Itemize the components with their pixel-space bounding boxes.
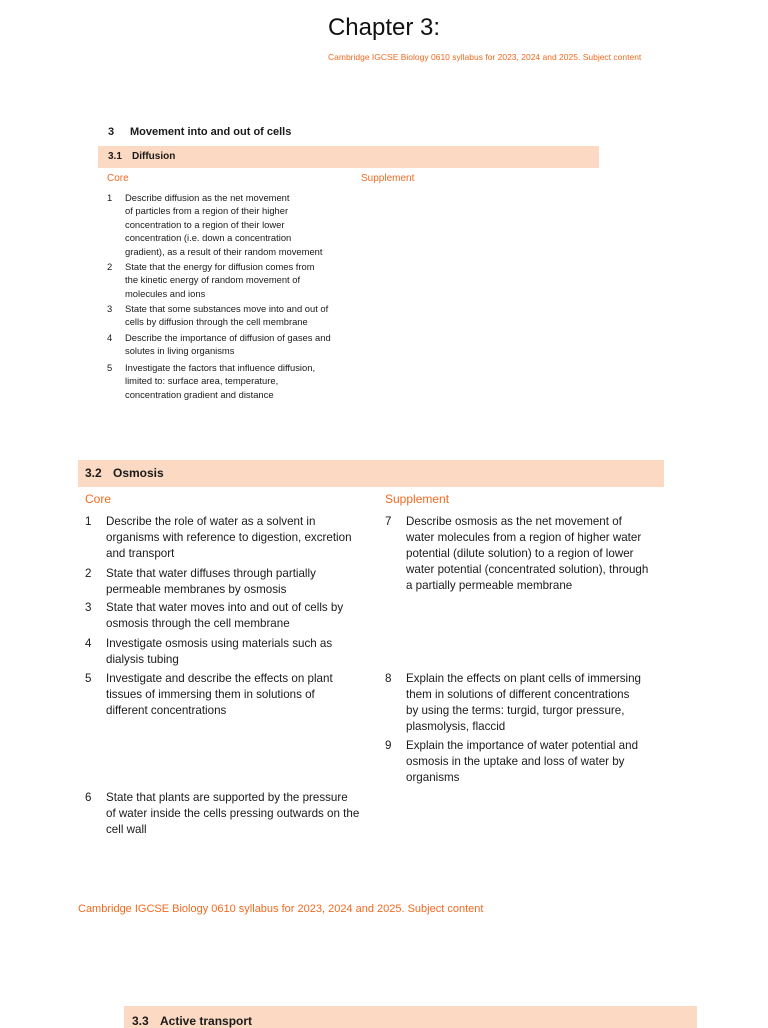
item-text: Describe osmosis as the net movement of water molecules from a region of higher water potential (dilute solution) to a region of lower water potential (concentrated solution), through a partially permeable membrane [406,515,649,592]
item-text: State that plants are supported by the pressure of water inside the cells pressing outwards on the cell wall [106,791,360,836]
subsection-title: Diffusion [132,151,176,162]
item-number: 1 [85,515,92,528]
item-number: 5 [85,672,92,685]
item-text: Describe the role of water as a solvent in organisms with reference to digestion, excretion and transport [106,515,352,560]
item-number: 4 [85,637,92,650]
subsection-number: 3.1 [108,151,122,162]
item-number: 2 [107,261,113,272]
item-number: 1 [107,192,113,203]
item-text: State that the energy for diffusion comes from the kinetic energy of random movement of molecules and ions [125,261,315,299]
chapter-title-text: Chapter 3: [327,14,441,41]
supplement-column-heading: Supplement [361,173,415,184]
syllabus-header-bottom: Cambridge IGCSE Biology 0610 syllabus for 2023, 2024 and 2025. Subject content [78,903,484,915]
item-text: Describe the importance of diffusion of gases and solutes in living organisms [125,332,331,357]
section-number: 3 [108,126,115,138]
item-text: Investigate osmosis using materials such as dialysis tubing [106,637,333,666]
item-number: 2 [85,567,92,580]
section-title: Movement into and out of cells [130,126,292,138]
item-text: State that some substances move into and out of cells by diffusion through the cell membrane [125,303,329,328]
item-number: 5 [107,362,113,373]
section-heading [108,126,291,138]
subsection-title: Active transport [160,1014,253,1028]
item-text: Investigate and describe the effects on plant tissues of immersing them in solutions of different concentrations [106,672,333,717]
item-number: 7 [385,515,392,528]
item-number: 4 [107,332,113,343]
item-number: 9 [385,739,392,752]
item-text: State that water diffuses through partially permeable membranes by osmosis [106,567,316,596]
subsection-header-diffusion [98,146,599,168]
chapter-title [0,14,768,42]
item-number: 8 [385,672,392,685]
item-text: Describe diffusion as the net movement of particles from a region of their higher concentration to a region of their lower concentration (i.e. down a concentration gradient), as a result of their random movement [125,192,323,257]
subsection-number: 3.3 [132,1014,149,1028]
subsection-header-active-transport [124,1006,697,1028]
subsection-title: Osmosis [113,466,164,480]
item-text: Investigate the factors that influence diffusion, limited to: surface area, temperature, concentration gradient and distance [125,362,316,400]
item-text: Explain the effects on plant cells of immersing them in solutions of different concentrations by using the terms: turgid, turgor pressure, plasmolysis, flaccid [406,672,641,733]
supplement-column-heading: Supplement [385,492,450,506]
item-text: Explain the importance of water potential and osmosis in the uptake and loss of water by organisms [406,739,639,784]
syllabus-header-top: Cambridge IGCSE Biology 0610 syllabus for 2023, 2024 and 2025. Subject content [328,52,642,62]
core-column-heading: Core [107,173,129,184]
subsection-number: 3.2 [85,466,102,480]
core-column-heading: Core [85,492,112,506]
item-number: 6 [85,791,92,804]
item-number: 3 [85,601,92,614]
subsection-header-osmosis [78,460,664,487]
item-number: 3 [107,303,113,314]
item-text: State that water moves into and out of cells by osmosis through the cell membrane [106,601,344,630]
